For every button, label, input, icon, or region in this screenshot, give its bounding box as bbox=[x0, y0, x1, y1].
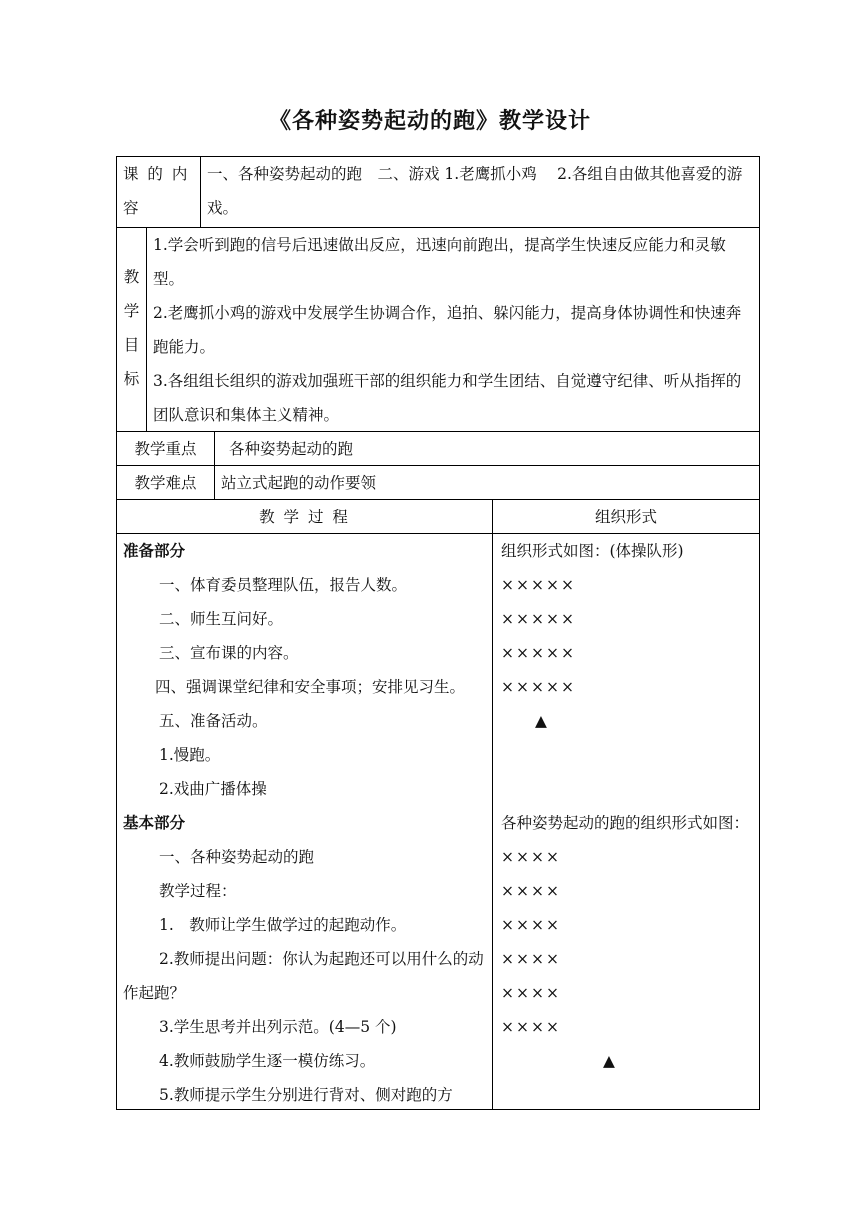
process-right-column bbox=[493, 534, 759, 1078]
objectives-list bbox=[147, 228, 759, 431]
key-point-label: 教学重点 bbox=[117, 432, 215, 465]
prep-item: 四、强调课堂纪律和安全事项；安排见习生。 bbox=[155, 678, 466, 696]
formation-row: ×××× bbox=[501, 882, 561, 900]
formation-row: ×××× bbox=[501, 848, 561, 866]
objective-item: 3.各组组长组织的游戏加强班干部的组织能力和学生团结、自觉遵守纪律、听从指挥的团队意识和集体主义精神。 bbox=[153, 372, 742, 424]
prep-org-note: 组织形式如图：(体操队形) bbox=[501, 542, 684, 560]
formation-row: ×××× bbox=[501, 916, 561, 934]
basic-org-note: 各种姿势起动的跑的组织形式如图： bbox=[501, 814, 750, 832]
objectives-row bbox=[116, 228, 760, 432]
process-left-column bbox=[117, 534, 493, 1109]
content-label: 课 的 内 容 bbox=[117, 157, 201, 227]
prep-item: 一、体育委员整理队伍，报告人数。 bbox=[159, 576, 408, 594]
basic-item: 1. 教师让学生做学过的起跑动作。 bbox=[159, 916, 407, 934]
key-point-row bbox=[116, 432, 760, 466]
process-body-row bbox=[116, 534, 760, 1110]
formation-row: ××××× bbox=[501, 576, 576, 594]
spacer bbox=[501, 738, 751, 772]
formation-row: ××××× bbox=[501, 644, 576, 662]
formation-row: ×××× bbox=[501, 984, 561, 1002]
prep-item: 五、准备活动。 bbox=[159, 712, 268, 730]
formation-row: ××××× bbox=[501, 610, 576, 628]
document-title: 《各种姿势起动的跑》教学设计 bbox=[268, 109, 591, 134]
process-header-row bbox=[116, 500, 760, 534]
basic-item: 4.教师鼓励学生逐一模仿练习。 bbox=[159, 1052, 376, 1070]
teacher-marker: ▲ bbox=[603, 1052, 615, 1070]
content-row bbox=[116, 156, 760, 228]
difficulty-row bbox=[116, 466, 760, 500]
difficulty-label: 教学难点 bbox=[117, 466, 215, 499]
prep-item: 2.戏曲广播体操 bbox=[159, 780, 267, 798]
basic-item: 教学过程： bbox=[159, 882, 237, 900]
formation-row: ×××× bbox=[501, 950, 561, 968]
objectives-label: 教 学 目 标 bbox=[117, 228, 147, 431]
process-header-left: 教 学 过 程 bbox=[117, 500, 493, 533]
basic-heading: 基本部分 bbox=[123, 813, 186, 832]
basic-item: 5.教师提示学生分别进行背对、侧对跑的方 bbox=[159, 1086, 453, 1104]
objective-item: 2.老鹰抓小鸡的游戏中发展学生协调合作，追拍、躲闪能力，提高身体协调性和快速奔跑能力。 bbox=[153, 304, 742, 356]
difficulty-text: 站立式起跑的动作要领 bbox=[221, 474, 377, 492]
prep-item: 二、师生互问好。 bbox=[159, 610, 284, 628]
prep-item: 三、宣布课的内容。 bbox=[159, 644, 299, 662]
spacer bbox=[501, 772, 751, 806]
teacher-marker: ▲ bbox=[535, 712, 547, 730]
prep-item: 1.慢跑。 bbox=[159, 746, 221, 764]
key-point-text: 各种姿势起动的跑 bbox=[229, 440, 354, 458]
basic-item: 2.教师提出问题：你认为起跑还可以用什么的动作起跑？ bbox=[123, 950, 484, 1002]
content-text: 一、各种姿势起动的跑 二、游戏 1.老鹰抓小鸡 2.各组自由做其他喜爱的游戏。 bbox=[207, 165, 743, 217]
formation-row: ××××× bbox=[501, 678, 576, 696]
prep-heading: 准备部分 bbox=[123, 541, 186, 560]
basic-item: 一、各种姿势起动的跑 bbox=[159, 848, 315, 866]
basic-item: 3.学生思考并出列示范。(4—5 个) bbox=[159, 1018, 397, 1036]
process-header-right: 组织形式 bbox=[594, 508, 657, 526]
lesson-plan-table bbox=[116, 156, 760, 1110]
formation-row: ×××× bbox=[501, 1018, 561, 1036]
objective-item: 1.学会听到跑的信号后迅速做出反应，迅速向前跑出，提高学生快速反应能力和灵敏型。 bbox=[153, 236, 726, 288]
